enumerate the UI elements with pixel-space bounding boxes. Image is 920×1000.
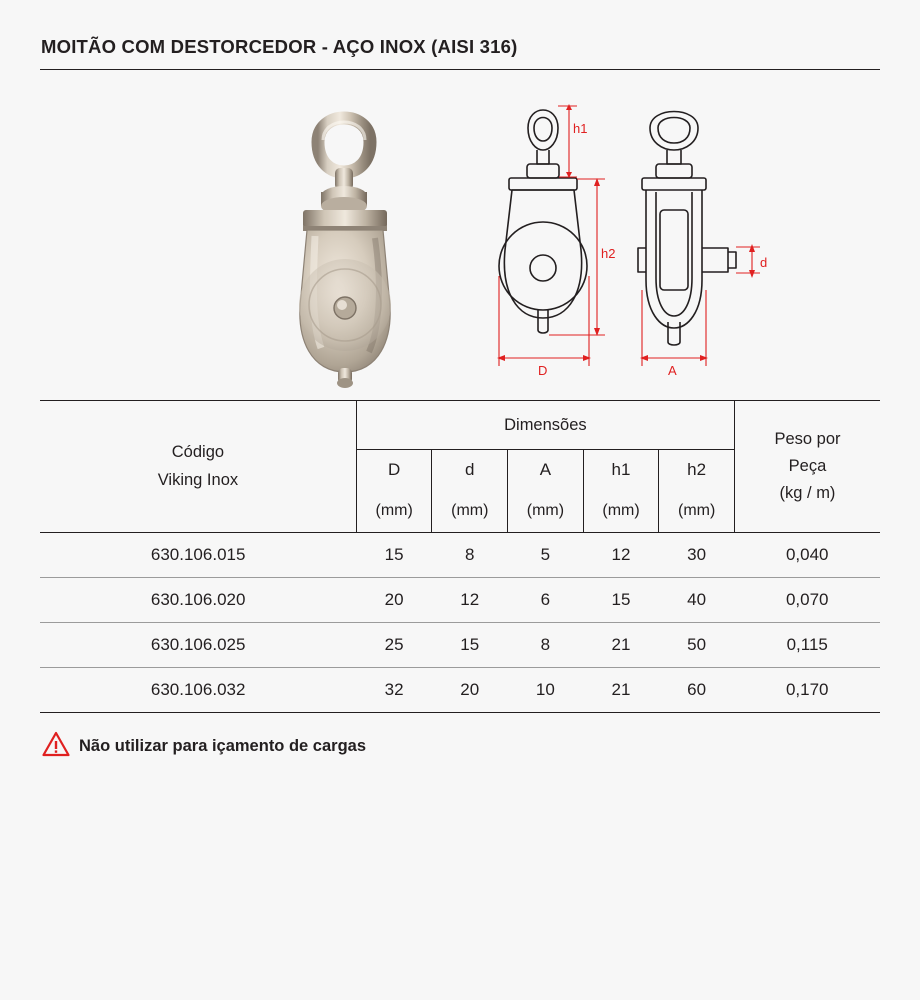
header-unit-h1: (mm): [583, 490, 659, 533]
cell-A: 5: [540, 545, 551, 564]
header-unit-A: (mm): [508, 490, 584, 533]
table-row: [40, 533, 880, 578]
header-weight: [734, 401, 880, 533]
table-row: [40, 623, 880, 668]
table-header: [40, 401, 880, 533]
cell-A: 6: [540, 590, 551, 609]
cell-code: 630.106.015: [150, 545, 246, 564]
cell-D: 15: [384, 545, 404, 564]
cell-D: 32: [384, 680, 404, 699]
cell-weight: 0,070: [785, 590, 829, 609]
cell-A: 10: [535, 680, 555, 699]
header-weight-unit: (kg / m): [779, 484, 836, 503]
cell-d: 20: [460, 680, 480, 699]
header-col-A: A: [508, 450, 584, 491]
cell-code: 630.106.020: [150, 590, 246, 609]
cell-h1: 15: [611, 590, 631, 609]
label-h1: h1: [573, 121, 588, 136]
specifications-table-wrapper: [40, 400, 880, 713]
cell-d: 12: [460, 590, 480, 609]
cell-h1: 21: [611, 680, 631, 699]
header-code: [40, 401, 356, 533]
header-col-D: D: [356, 450, 432, 491]
front-view-drawing: [620, 80, 820, 390]
header-unit-h2: (mm): [659, 490, 735, 533]
cell-d: 8: [465, 545, 475, 564]
cell-weight: 0,170: [785, 680, 829, 699]
figure-area: [40, 70, 880, 400]
product-photo: [255, 80, 445, 390]
cell-h2: 50: [687, 635, 707, 654]
label-D: D: [538, 363, 548, 378]
cell-h1: 12: [611, 545, 631, 564]
cell-D: 20: [384, 590, 404, 609]
table-row: [40, 668, 880, 713]
cell-d: 15: [460, 635, 480, 654]
footnote-text: Não utilizar para içamento de cargas: [79, 737, 367, 755]
label-d: d: [760, 255, 768, 270]
header-code-line1: Código: [171, 443, 225, 462]
header-weight-line1: Peso por: [774, 429, 841, 448]
header-code-line2: Viking Inox: [157, 470, 239, 489]
footnote: [40, 731, 880, 762]
table-row: [40, 578, 880, 623]
cell-D: 25: [384, 635, 404, 654]
header-col-h2: h2: [659, 450, 735, 491]
cell-h2: 40: [687, 590, 707, 609]
page-title: MOITÃO COM DESTORCEDOR - AÇO INOX (AISI 316): [41, 36, 518, 57]
label-h2: h2: [601, 246, 616, 261]
header-dimensions: Dimensões: [356, 401, 734, 450]
cell-code: 630.106.032: [150, 680, 246, 699]
warning-triangle-icon: [42, 731, 70, 762]
cell-weight: 0,115: [786, 635, 828, 654]
cell-h2: 60: [687, 680, 707, 699]
header-unit-d: (mm): [432, 490, 508, 533]
label-A: A: [668, 363, 677, 378]
cell-h2: 30: [687, 545, 707, 564]
table-body: [40, 533, 880, 713]
cell-code: 630.106.025: [150, 635, 246, 654]
cell-weight: 0,040: [785, 545, 829, 564]
header-unit-D: (mm): [356, 490, 432, 533]
header-weight-line2: Peça: [788, 456, 827, 475]
cell-h1: 21: [611, 635, 631, 654]
header-col-d: d: [432, 450, 508, 491]
header-col-h1: h1: [583, 450, 659, 491]
specifications-table: [40, 400, 880, 713]
cell-A: 8: [540, 635, 551, 654]
